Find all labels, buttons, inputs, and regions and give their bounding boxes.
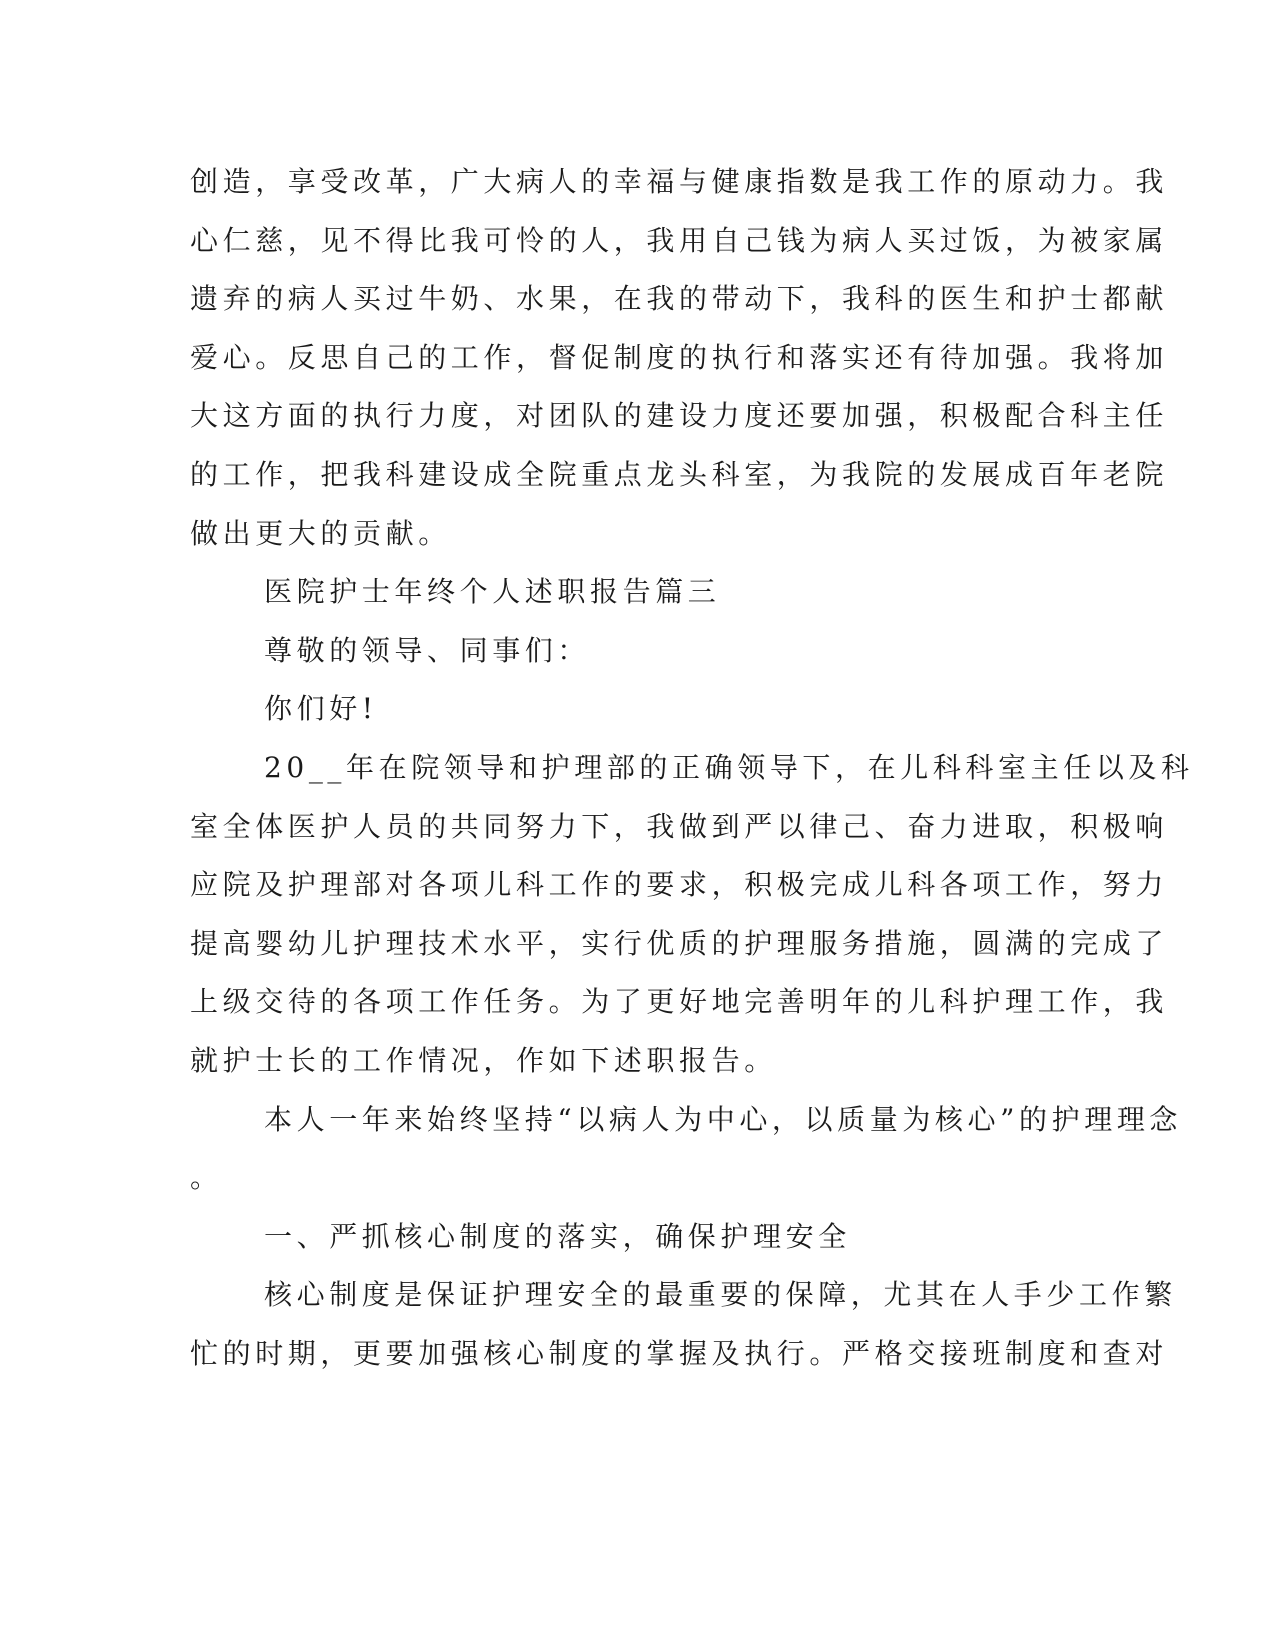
text-line: 忙的时期，更要加强核心制度的掌握及执行。严格交接班制度和查对 [190, 1337, 1169, 1370]
text-line: 爱心。反思自己的工作，督促制度的执行和落实还有待加强。我将加 [190, 341, 1169, 374]
text-line: 的工作，把我科建设成全院重点龙头科室，为我院的发展成百年老院 [190, 458, 1169, 491]
text-line: 。 [190, 1161, 223, 1194]
text-line: 心仁慈，见不得比我可怜的人，我用自己钱为病人买过饭，为被家属 [190, 224, 1169, 257]
text-line: 创造，享受改革，广大病人的幸福与健康指数是我工作的原动力。我 [190, 165, 1169, 198]
text-line: 提高婴幼儿护理技术水平，实行优质的护理服务措施，圆满的完成了 [190, 927, 1169, 960]
text-line: 室全体医护人员的共同努力下，我做到严以律己、奋力进取，积极响 [190, 810, 1169, 843]
paragraph-start: 20__年在院领导和护理部的正确领导下，在儿科科室主任以及科 [264, 751, 1194, 784]
subsection-heading: 一、严抓核心制度的落实，确保护理安全 [264, 1220, 851, 1253]
paragraph-start: 本人一年来始终坚持“以病人为中心，以质量为核心”的护理理念 [264, 1103, 1183, 1136]
section-heading: 医院护士年终个人述职报告篇三 [264, 575, 721, 608]
text-line: 上级交待的各项工作任务。为了更好地完善明年的儿科护理工作，我 [190, 985, 1169, 1018]
text-line: 遗弃的病人买过牛奶、水果，在我的带动下，我科的医生和护士都献 [190, 282, 1169, 315]
text-line: 做出更大的贡献。 [190, 517, 451, 550]
text-line: 就护士长的工作情况，作如下述职报告。 [190, 1044, 777, 1077]
salutation: 尊敬的领导、同事们： [264, 634, 591, 667]
text-line: 应院及护理部对各项儿科工作的要求，积极完成儿科各项工作，努力 [190, 868, 1169, 901]
text-line: 大这方面的执行力度，对团队的建设力度还要加强，积极配合科主任 [190, 399, 1169, 432]
paragraph-start: 核心制度是保证护理安全的最重要的保障，尤其在人手少工作繁 [264, 1278, 1177, 1311]
greeting: 你们好! [264, 692, 378, 725]
